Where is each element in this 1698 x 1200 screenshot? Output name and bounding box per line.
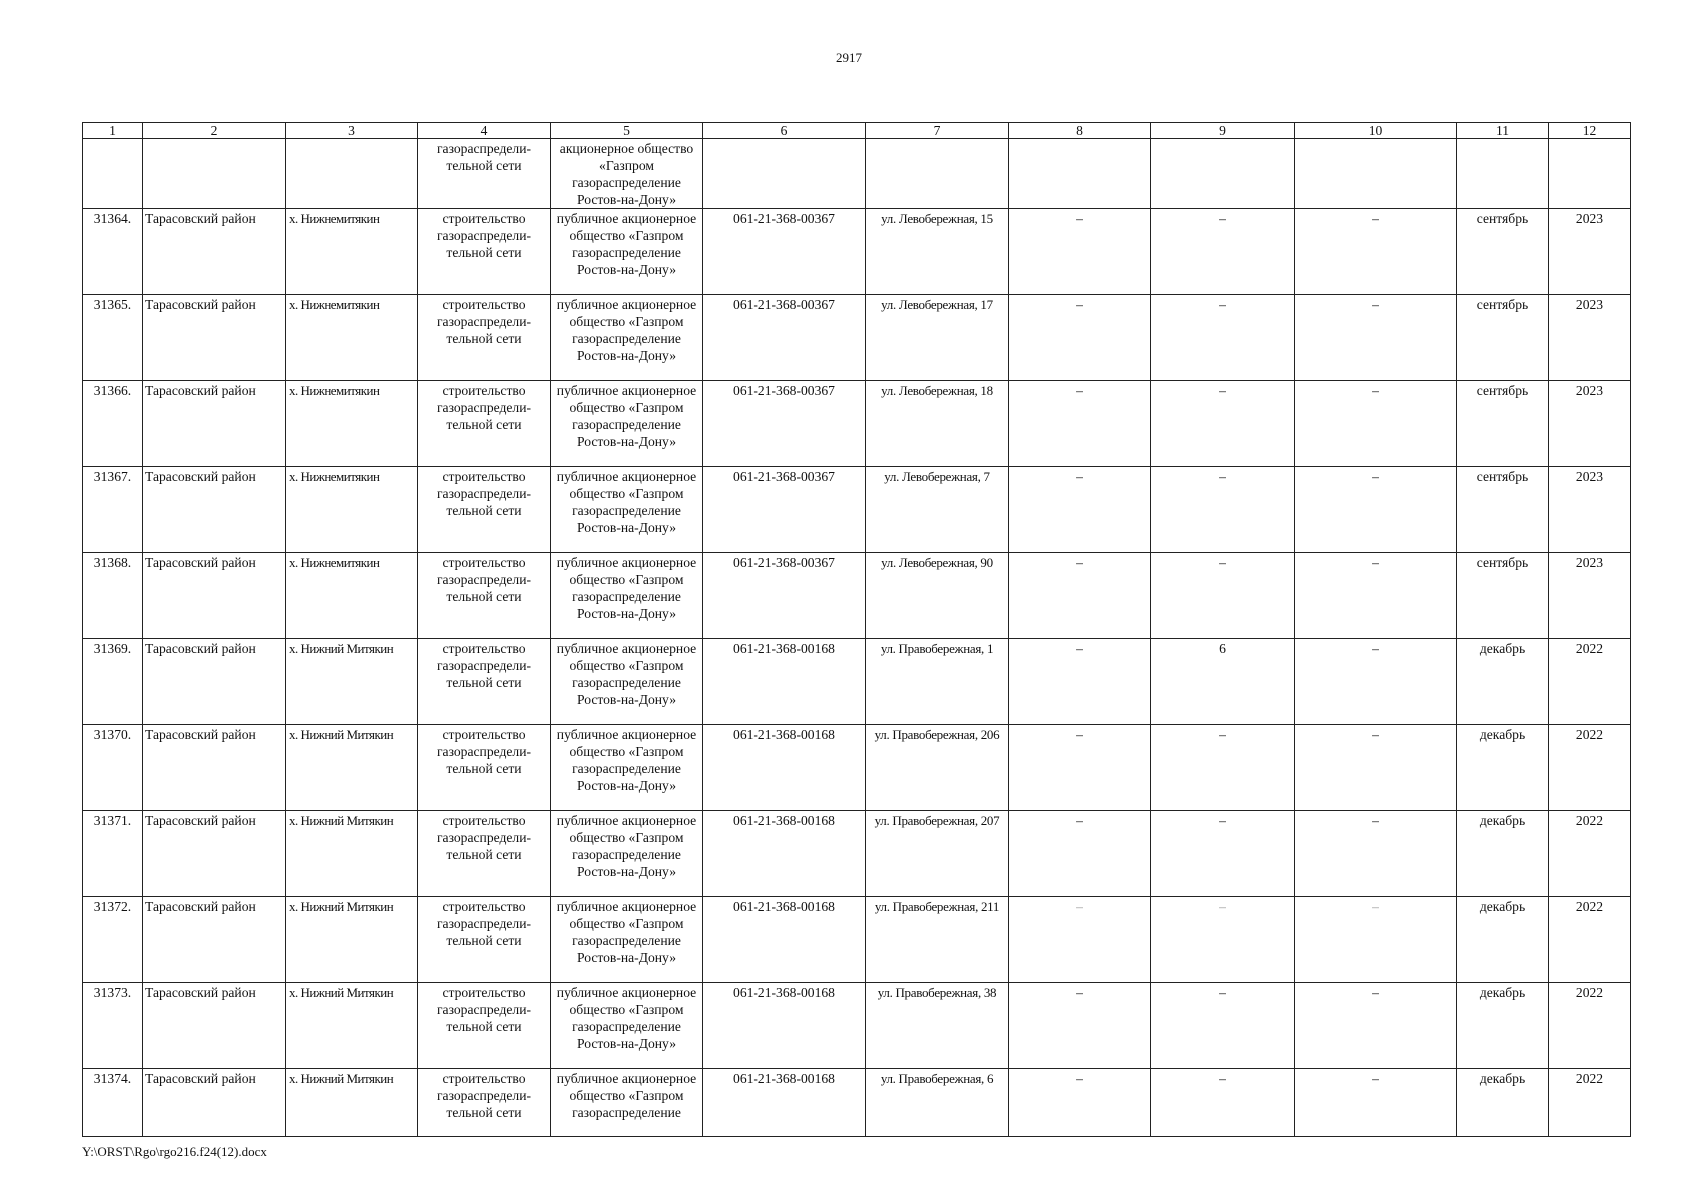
cell-code: 061-21-368-00168 xyxy=(703,811,866,897)
cell-operator: публичное акционерное общество «Газпром газораспределение xyxy=(551,1069,703,1137)
cell-col9: – xyxy=(1151,381,1295,467)
cell-col9: – xyxy=(1151,295,1295,381)
page-number: 2917 xyxy=(836,50,862,65)
column-header: 11 xyxy=(1457,123,1549,139)
cell-num: 31366. xyxy=(83,381,143,467)
cell-address: ул. Левобережная, 18 xyxy=(866,381,1009,467)
cell-code xyxy=(703,139,866,209)
cell-year: 2023 xyxy=(1549,295,1631,381)
cell-month: сентябрь xyxy=(1457,467,1549,553)
cell-num: 31370. xyxy=(83,725,143,811)
cell-col8 xyxy=(1009,139,1151,209)
cell-work-type: строительство газораспредели-тельной сети xyxy=(418,381,551,467)
cell-settlement xyxy=(286,139,418,209)
cell-col10: – xyxy=(1295,983,1457,1069)
cell-num: 31369. xyxy=(83,639,143,725)
cell-work-type: строительство газораспредели-тельной сети xyxy=(418,295,551,381)
cell-district: Тарасовский район xyxy=(143,725,286,811)
column-header: 8 xyxy=(1009,123,1151,139)
cell-district xyxy=(143,139,286,209)
cell-settlement: х. Нижний Митякин xyxy=(286,725,418,811)
cell-work-type: строительство газораспредели-тельной сети xyxy=(418,639,551,725)
cell-work-type: строительство газораспредели-тельной сети xyxy=(418,467,551,553)
table-row xyxy=(83,1069,1631,1137)
cell-address: ул. Левобережная, 7 xyxy=(866,467,1009,553)
cell-district: Тарасовский район xyxy=(143,639,286,725)
cell-year: 2022 xyxy=(1549,983,1631,1069)
cell-num xyxy=(83,139,143,209)
cell-code: 061-21-368-00168 xyxy=(703,897,866,983)
cell-col10: – xyxy=(1295,295,1457,381)
cell-month: сентябрь xyxy=(1457,381,1549,467)
cell-address: ул. Правобережная, 6 xyxy=(866,1069,1009,1137)
cell-address: ул. Левобережная, 15 xyxy=(866,209,1009,295)
cell-operator: публичное акционерное общество «Газпром газораспределение Ростов-на-Дону» xyxy=(551,811,703,897)
cell-col10: – xyxy=(1295,209,1457,295)
cell-col10: – xyxy=(1295,553,1457,639)
cell-col8: – xyxy=(1009,811,1151,897)
cell-col10: – xyxy=(1295,467,1457,553)
cell-month: сентябрь xyxy=(1457,295,1549,381)
cell-address xyxy=(866,139,1009,209)
cell-work-type: строительство газораспредели-тельной сети xyxy=(418,553,551,639)
column-header: 12 xyxy=(1549,123,1631,139)
cell-address: ул. Правобережная, 38 xyxy=(866,983,1009,1069)
cell-district: Тарасовский район xyxy=(143,209,286,295)
table-row xyxy=(83,897,1631,983)
cell-month: сентябрь xyxy=(1457,209,1549,295)
column-header: 1 xyxy=(83,123,143,139)
cell-district: Тарасовский район xyxy=(143,811,286,897)
cell-code: 061-21-368-00168 xyxy=(703,639,866,725)
cell-settlement: х. Нижнемитякин xyxy=(286,467,418,553)
cell-year: 2022 xyxy=(1549,897,1631,983)
cell-district: Тарасовский район xyxy=(143,295,286,381)
cell-operator: публичное акционерное общество «Газпром газораспределение Ростов-на-Дону» xyxy=(551,983,703,1069)
cell-col8: – xyxy=(1009,639,1151,725)
cell-work-type: строительство газораспредели-тельной сети xyxy=(418,725,551,811)
cell-col9: – xyxy=(1151,725,1295,811)
cell-year: 2022 xyxy=(1549,1069,1631,1137)
column-header: 4 xyxy=(418,123,551,139)
cell-month xyxy=(1457,139,1549,209)
cell-year: 2023 xyxy=(1549,467,1631,553)
cell-district: Тарасовский район xyxy=(143,983,286,1069)
cell-col8: – xyxy=(1009,467,1151,553)
column-header: 9 xyxy=(1151,123,1295,139)
cell-address: ул. Левобережная, 90 xyxy=(866,553,1009,639)
cell-code: 061-21-368-00168 xyxy=(703,983,866,1069)
cell-col9: – xyxy=(1151,553,1295,639)
cell-num: 31364. xyxy=(83,209,143,295)
cell-operator: публичное акционерное общество «Газпром газораспределение Ростов-на-Дону» xyxy=(551,209,703,295)
table-row xyxy=(83,209,1631,295)
cell-operator: публичное акционерное общество «Газпром газораспределение Ростов-на-Дону» xyxy=(551,295,703,381)
cell-settlement: х. Нижний Митякин xyxy=(286,811,418,897)
cell-month: декабрь xyxy=(1457,725,1549,811)
cell-settlement: х. Нижнемитякин xyxy=(286,295,418,381)
cell-col8: – xyxy=(1009,295,1151,381)
cell-code: 061-21-368-00367 xyxy=(703,553,866,639)
cell-district: Тарасовский район xyxy=(143,381,286,467)
cell-address: ул. Левобережная, 17 xyxy=(866,295,1009,381)
cell-settlement: х. Нижний Митякин xyxy=(286,1069,418,1137)
cell-operator: акционерное общество «Газпром газораспределение Ростов-на-Дону» xyxy=(551,139,703,209)
column-header: 6 xyxy=(703,123,866,139)
cell-work-type: строительство газораспредели-тельной сети xyxy=(418,209,551,295)
cell-year xyxy=(1549,139,1631,209)
column-header: 2 xyxy=(143,123,286,139)
cell-month: декабрь xyxy=(1457,897,1549,983)
cell-col8: – xyxy=(1009,553,1151,639)
cell-district: Тарасовский район xyxy=(143,1069,286,1137)
table-body xyxy=(83,139,1631,1137)
cell-year: 2023 xyxy=(1549,553,1631,639)
cell-year: 2022 xyxy=(1549,811,1631,897)
cell-address: ул. Правобережная, 1 xyxy=(866,639,1009,725)
cell-month: декабрь xyxy=(1457,811,1549,897)
header-row xyxy=(83,123,1631,139)
cell-operator: публичное акционерное общество «Газпром газораспределение Ростов-на-Дону» xyxy=(551,639,703,725)
cell-settlement: х. Нижний Митякин xyxy=(286,639,418,725)
cell-settlement: х. Нижнемитякин xyxy=(286,209,418,295)
cell-col8: – xyxy=(1009,381,1151,467)
cell-col10: – xyxy=(1295,1069,1457,1137)
cell-code: 061-21-368-00367 xyxy=(703,381,866,467)
cell-month: сентябрь xyxy=(1457,553,1549,639)
cell-code: 061-21-368-00168 xyxy=(703,725,866,811)
cell-month: декабрь xyxy=(1457,983,1549,1069)
cell-work-type: строительство газораспредели-тельной сети xyxy=(418,897,551,983)
column-header: 7 xyxy=(866,123,1009,139)
cell-code: 061-21-368-00367 xyxy=(703,295,866,381)
table-row xyxy=(83,467,1631,553)
table-row xyxy=(83,725,1631,811)
register-table xyxy=(82,122,1631,1137)
column-header: 3 xyxy=(286,123,418,139)
cell-col9: – xyxy=(1151,467,1295,553)
cell-operator: публичное акционерное общество «Газпром газораспределение Ростов-на-Дону» xyxy=(551,553,703,639)
cell-col8: – xyxy=(1009,983,1151,1069)
cell-settlement: х. Нижнемитякин xyxy=(286,553,418,639)
cell-district: Тарасовский район xyxy=(143,897,286,983)
cell-address: ул. Правобережная, 211 xyxy=(866,897,1009,983)
column-header: 10 xyxy=(1295,123,1457,139)
cell-month: декабрь xyxy=(1457,639,1549,725)
cell-year: 2022 xyxy=(1549,725,1631,811)
cell-year: 2023 xyxy=(1549,381,1631,467)
cell-col9: – xyxy=(1151,1069,1295,1137)
cell-col9: – xyxy=(1151,209,1295,295)
cell-col9: – xyxy=(1151,811,1295,897)
cell-address: ул. Правобережная, 207 xyxy=(866,811,1009,897)
table-row xyxy=(83,811,1631,897)
cell-settlement: х. Нижний Митякин xyxy=(286,897,418,983)
cell-work-type: строительство газораспредели-тельной сети xyxy=(418,811,551,897)
cell-col9: – xyxy=(1151,983,1295,1069)
cell-year: 2023 xyxy=(1549,209,1631,295)
table-row xyxy=(83,639,1631,725)
cell-col8: – xyxy=(1009,897,1151,983)
cell-operator: публичное акционерное общество «Газпром газораспределение Ростов-на-Дону» xyxy=(551,467,703,553)
cell-settlement: х. Нижнемитякин xyxy=(286,381,418,467)
cell-work-type: строительство газораспредели-тельной сети xyxy=(418,1069,551,1137)
cell-col10: – xyxy=(1295,897,1457,983)
cell-district: Тарасовский район xyxy=(143,553,286,639)
cell-col10: – xyxy=(1295,811,1457,897)
cell-col8: – xyxy=(1009,209,1151,295)
cell-num: 31373. xyxy=(83,983,143,1069)
cell-num: 31367. xyxy=(83,467,143,553)
cell-col10 xyxy=(1295,139,1457,209)
column-header: 5 xyxy=(551,123,703,139)
cell-col10: – xyxy=(1295,381,1457,467)
cell-num: 31365. xyxy=(83,295,143,381)
cell-col10: – xyxy=(1295,725,1457,811)
footer-file-path: Y:\ORST\Rgo\rgo216.f24(12).docx xyxy=(82,1144,267,1159)
cell-code: 061-21-368-00367 xyxy=(703,467,866,553)
cell-operator: публичное акционерное общество «Газпром газораспределение Ростов-на-Дону» xyxy=(551,381,703,467)
cell-work-type: строительство газораспредели-тельной сети xyxy=(418,983,551,1069)
cell-col10: – xyxy=(1295,639,1457,725)
continuation-row xyxy=(83,139,1631,209)
table-row xyxy=(83,295,1631,381)
table-row xyxy=(83,381,1631,467)
cell-month: декабрь xyxy=(1457,1069,1549,1137)
cell-col8: – xyxy=(1009,1069,1151,1137)
table-row xyxy=(83,983,1631,1069)
cell-col9 xyxy=(1151,139,1295,209)
table-row xyxy=(83,553,1631,639)
cell-col8: – xyxy=(1009,725,1151,811)
cell-col9: 6 xyxy=(1151,639,1295,725)
cell-year: 2022 xyxy=(1549,639,1631,725)
cell-settlement: х. Нижний Митякин xyxy=(286,983,418,1069)
cell-work-type: газораспредели-тельной сети xyxy=(418,139,551,209)
cell-operator: публичное акционерное общество «Газпром газораспределение Ростов-на-Дону» xyxy=(551,725,703,811)
cell-num: 31374. xyxy=(83,1069,143,1137)
cell-col9: – xyxy=(1151,897,1295,983)
cell-district: Тарасовский район xyxy=(143,467,286,553)
cell-address: ул. Правобережная, 206 xyxy=(866,725,1009,811)
cell-code: 061-21-368-00168 xyxy=(703,1069,866,1137)
cell-num: 31371. xyxy=(83,811,143,897)
cell-code: 061-21-368-00367 xyxy=(703,209,866,295)
cell-num: 31372. xyxy=(83,897,143,983)
cell-num: 31368. xyxy=(83,553,143,639)
cell-operator: публичное акционерное общество «Газпром газораспределение Ростов-на-Дону» xyxy=(551,897,703,983)
